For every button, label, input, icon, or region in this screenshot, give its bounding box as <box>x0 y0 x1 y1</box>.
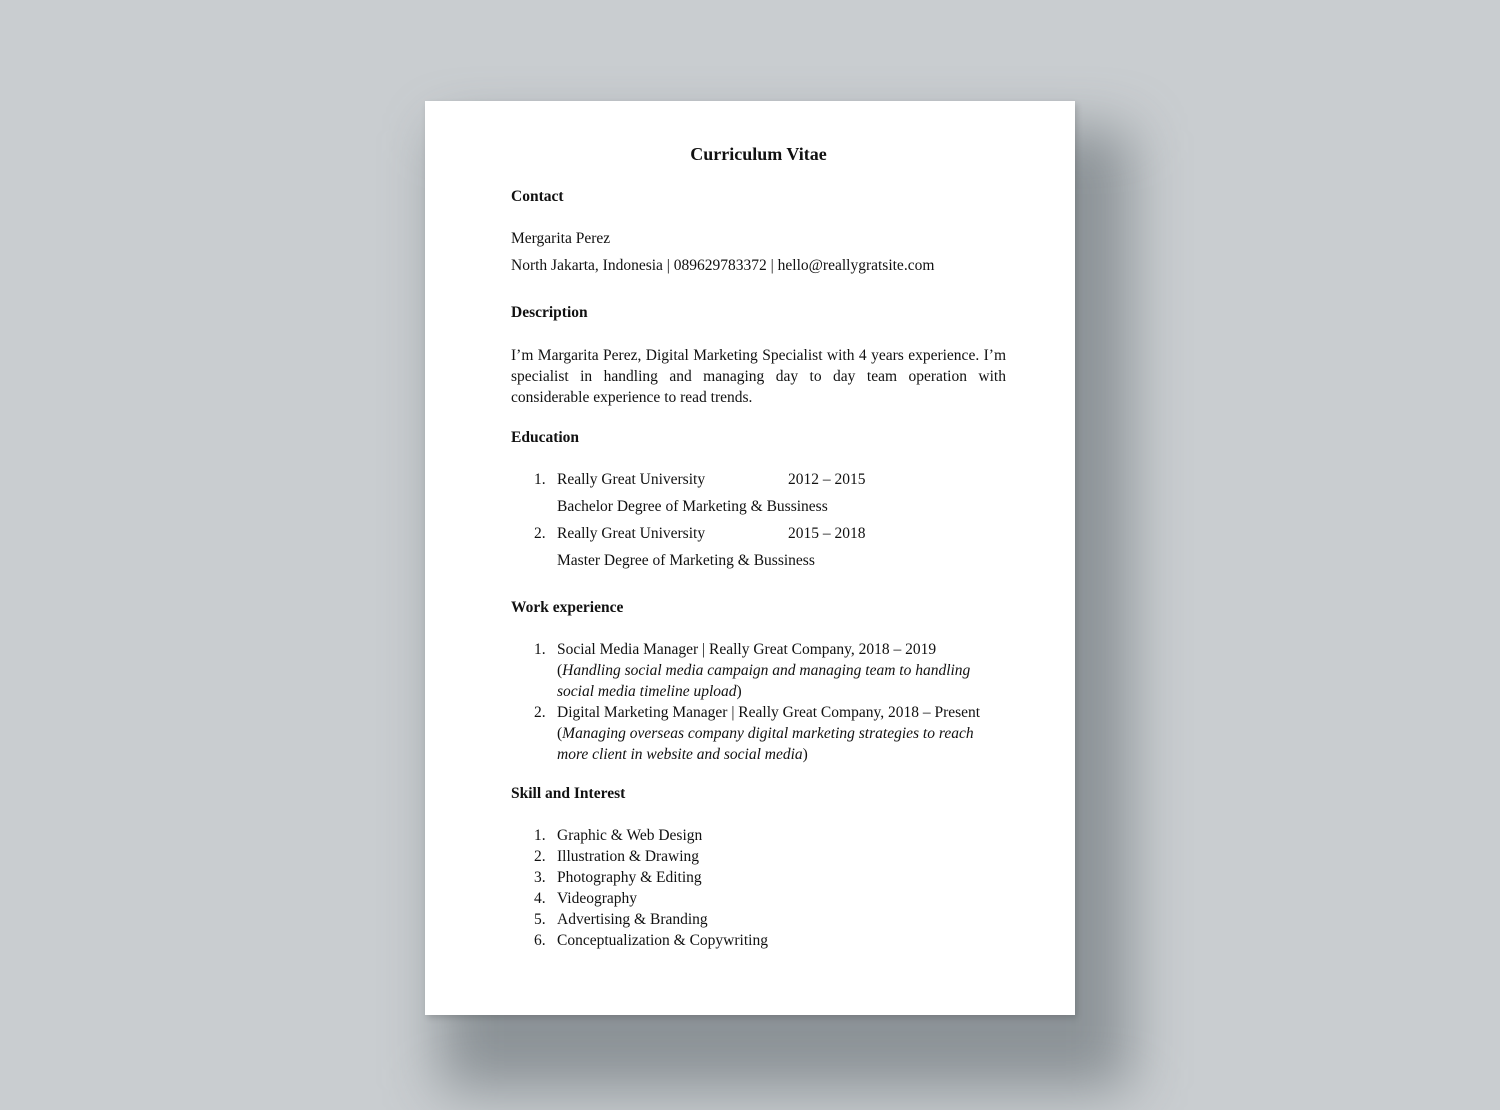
description-heading: Description <box>511 304 588 321</box>
list-number: 3. <box>534 869 546 886</box>
description-text: I’m Margarita Perez, Digital Marketing Specialist with 4 years experience. I’m specialist in handling and managing day to day team operation with considerable experience to read trends. <box>511 347 1006 406</box>
work-title: Social Media Manager | Really Great Company, 2018 – 2019 <box>557 641 937 658</box>
work-item: 2. Digital Marketing Manager | Really Great Company, 2018 – Present (Managing overseas company digital marketing strategies to reach more client in website and social media) <box>534 704 981 763</box>
skill-item <box>511 867 1006 888</box>
skill-item <box>511 888 1006 909</box>
skill-label: Videography <box>557 890 637 907</box>
education-degree-row <box>511 493 1006 520</box>
work-detail: Handling social media campaign and managing team to handling social media timeline upload <box>557 662 971 700</box>
skill-label: Advertising & Branding <box>557 911 708 928</box>
list-number: 1. <box>534 641 546 658</box>
skill-label: Photography & Editing <box>557 869 702 886</box>
skill-item <box>511 846 1006 867</box>
work-list <box>511 639 1006 765</box>
work-item: 1. Social Media Manager | Really Great Company, 2018 – 2019 (Handling social media campaign and managing team to handling social media timeline upload) <box>534 641 971 700</box>
contact-heading: Contact <box>511 188 564 205</box>
list-number: 4. <box>534 890 546 907</box>
work-detail: Managing overseas company digital marketing strategies to reach more client in website and social media <box>557 725 974 763</box>
education-school: Really Great University <box>557 525 706 542</box>
education-degree-row <box>511 547 1006 574</box>
skills-heading: Skill and Interest <box>511 785 626 802</box>
contact-details: North Jakarta, Indonesia | 089629783372 | hello@reallygratsite.com <box>511 257 935 274</box>
education-list <box>511 466 1006 574</box>
education-school: Really Great University <box>557 471 706 488</box>
education-degree: Bachelor Degree of Marketing & Bussiness <box>557 498 828 515</box>
skills-list <box>511 825 1006 951</box>
work-title: Digital Marketing Manager | Really Great Company, 2018 – Present <box>557 704 981 721</box>
education-years: 2012 – 2015 <box>788 471 866 488</box>
list-number: 2. <box>534 704 546 721</box>
work-heading: Work experience <box>511 599 624 616</box>
education-item <box>511 520 1006 547</box>
education-heading: Education <box>511 429 580 446</box>
skill-label: Conceptualization & Copywriting <box>557 932 768 949</box>
education-item <box>511 466 1006 493</box>
page-title: Curriculum Vitae <box>690 144 827 164</box>
education-degree: Master Degree of Marketing & Bussiness <box>557 552 815 569</box>
cv-page <box>425 101 1075 1015</box>
list-number: 5. <box>534 911 546 928</box>
skill-item <box>511 930 1006 951</box>
skill-label: Illustration & Drawing <box>557 848 700 865</box>
list-number: 6. <box>534 932 546 949</box>
list-number: 2. <box>534 848 546 865</box>
education-years: 2015 – 2018 <box>788 525 866 542</box>
skill-item <box>511 825 1006 846</box>
list-number: 1. <box>534 471 546 488</box>
list-number: 2. <box>534 525 546 542</box>
skill-item <box>511 909 1006 930</box>
list-number: 1. <box>534 827 546 844</box>
skill-label: Graphic & Web Design <box>557 827 703 844</box>
contact-name: Mergarita Perez <box>511 230 611 247</box>
